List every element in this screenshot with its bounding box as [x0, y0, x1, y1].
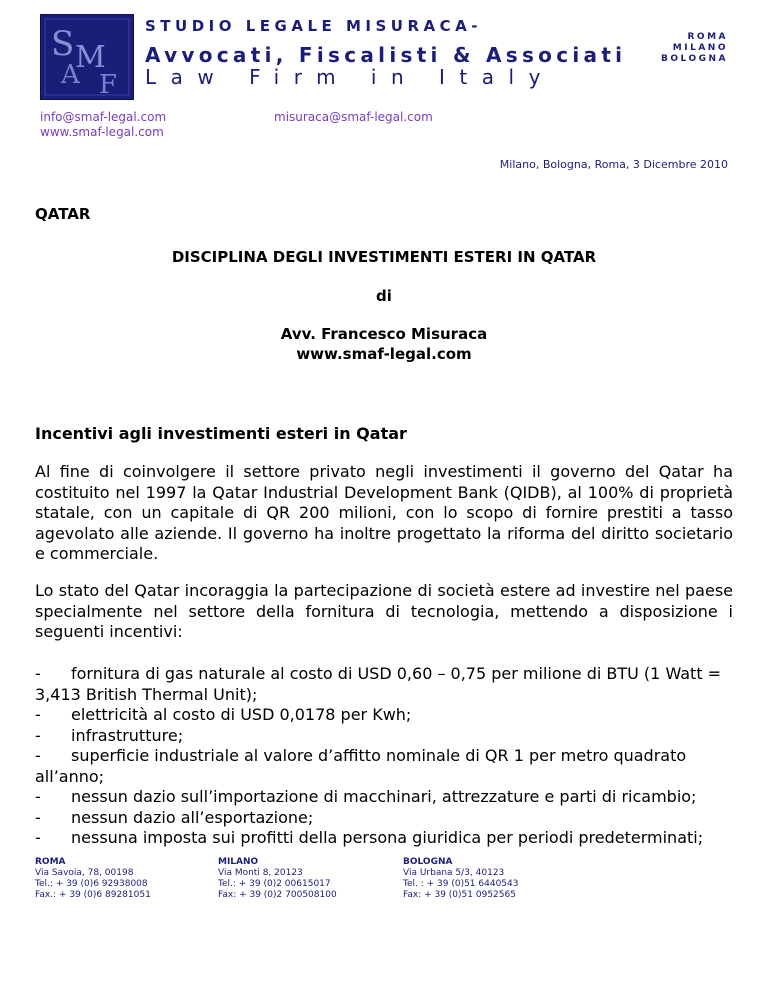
- list-item-text: nessun dazio all’esportazione;: [71, 807, 314, 827]
- paragraph-1: Al fine di coinvolgere il settore privato negli investimenti il governo del Qatar ha costituito nel 1997 la Qatar Industrial Development Bank (QIDB), al 100% di proprietà statale, con un capitale di QR 200 milioni, con lo scopo di fornire prestiti a tasso agevolato alle aziende. Il governo ha inoltre progettato la riforma del diritto societario e commerciale.: [35, 462, 733, 563]
- city-rome: ROMA: [687, 32, 728, 42]
- incentives-list: [35, 664, 733, 849]
- footer-office-rome: [35, 857, 151, 901]
- list-item: [35, 664, 733, 705]
- document-title: DISCIPLINA DEGLI INVESTIMENTI ESTERI IN QATAR: [171, 248, 597, 266]
- list-item: [35, 705, 733, 726]
- list-dash: -: [35, 807, 41, 827]
- office-cities: [661, 32, 728, 65]
- city-milan: MILANO: [672, 43, 728, 53]
- footer-tel: Tel. : + 39 (0)51 6440543: [403, 879, 519, 889]
- svg-text:M: M: [75, 40, 106, 75]
- list-dash: -: [35, 746, 41, 765]
- firm-name-line2: Avvocati, Fiscalisti & Associati: [145, 43, 627, 67]
- list-item-text: fornitura di gas naturale al costo di USD 0,60 – 0,75 per milione di BTU (1 Watt = 3,413 British Thermal Unit);: [35, 664, 722, 704]
- list-item-text: infrastrutture;: [71, 725, 184, 745]
- svg-text:F: F: [99, 70, 118, 99]
- list-item: [35, 808, 733, 829]
- list-item-text: elettricità al costo di USD 0,0178 per Kwh;: [71, 705, 412, 724]
- footer-city: ROMA: [35, 857, 66, 867]
- footer-tel: Tel.: + 39 (0)2 00615017: [218, 879, 331, 889]
- footer-address: Via Urbana 5/3, 40123: [403, 868, 505, 878]
- list-item-text: superficie industriale al valore d’affitto nominale di QR 1 per metro quadrato all’anno;: [35, 746, 687, 786]
- footer-fax: Fax.: + 39 (0)6 89281051: [35, 890, 151, 900]
- svg-text:A: A: [61, 60, 80, 90]
- svg-text:S: S: [51, 24, 75, 64]
- section-subheading: Incentivi agli investimenti esteri in Qatar: [35, 424, 407, 443]
- author-name: Avv. Francesco Misuraca: [280, 325, 488, 343]
- list-dash: -: [35, 828, 41, 847]
- footer-tel: Tel.: + 39 (0)6 92938008: [35, 879, 148, 889]
- firm-logo: [40, 14, 134, 100]
- firm-name-line1: STUDIO LEGALE MISURACA-: [145, 17, 482, 35]
- footer-office-bologna: [403, 857, 518, 901]
- website-link[interactable]: www.smaf-legal.com: [40, 125, 164, 139]
- city-bologna: BOLOGNA: [661, 54, 728, 64]
- footer-fax: Fax: + 39 (0)51 0952565: [403, 890, 516, 900]
- footer-city: BOLOGNA: [403, 857, 453, 867]
- email-misuraca-link[interactable]: misuraca@smaf-legal.com: [274, 110, 433, 124]
- section-label: QATAR: [35, 205, 91, 223]
- email-info-link[interactable]: info@smaf-legal.com: [40, 110, 167, 124]
- footer-address: Via Monti 8, 20123: [218, 868, 303, 878]
- firm-name-line3: Law Firm in Italy: [145, 65, 555, 89]
- list-item-text: nessuna imposta sui profitti della persona giuridica per periodi predeterminati;: [71, 828, 704, 847]
- author-website: www.smaf-legal.com: [296, 345, 472, 363]
- list-item: [35, 787, 733, 808]
- list-item: [35, 828, 733, 849]
- list-dash: -: [35, 664, 41, 683]
- byline-di: di: [376, 287, 392, 305]
- footer-fax: Fax: + 39 (0)2 700508100: [218, 890, 337, 900]
- footer-city: MILANO: [218, 857, 259, 867]
- list-item: [35, 726, 733, 747]
- footer-office-milan: [218, 857, 337, 901]
- list-item-text: nessun dazio sull’importazione di macchinari, attrezzature e parti di ricambio;: [71, 787, 697, 806]
- list-item: [35, 746, 733, 787]
- contact-block: [40, 110, 166, 140]
- date-line: Milano, Bologna, Roma, 3 Dicembre 2010: [499, 158, 728, 171]
- list-dash: -: [35, 787, 41, 806]
- paragraph-2: Lo stato del Qatar incoraggia la partecipazione di società estere ad investire nel paese specialmente nel settore della fornitura di tecnologia, mettendo a disposizione i seguenti incentivi:: [35, 581, 733, 641]
- footer-address: Via Savoia, 78, 00198: [35, 868, 134, 878]
- list-dash: -: [35, 725, 41, 745]
- list-dash: -: [35, 705, 41, 724]
